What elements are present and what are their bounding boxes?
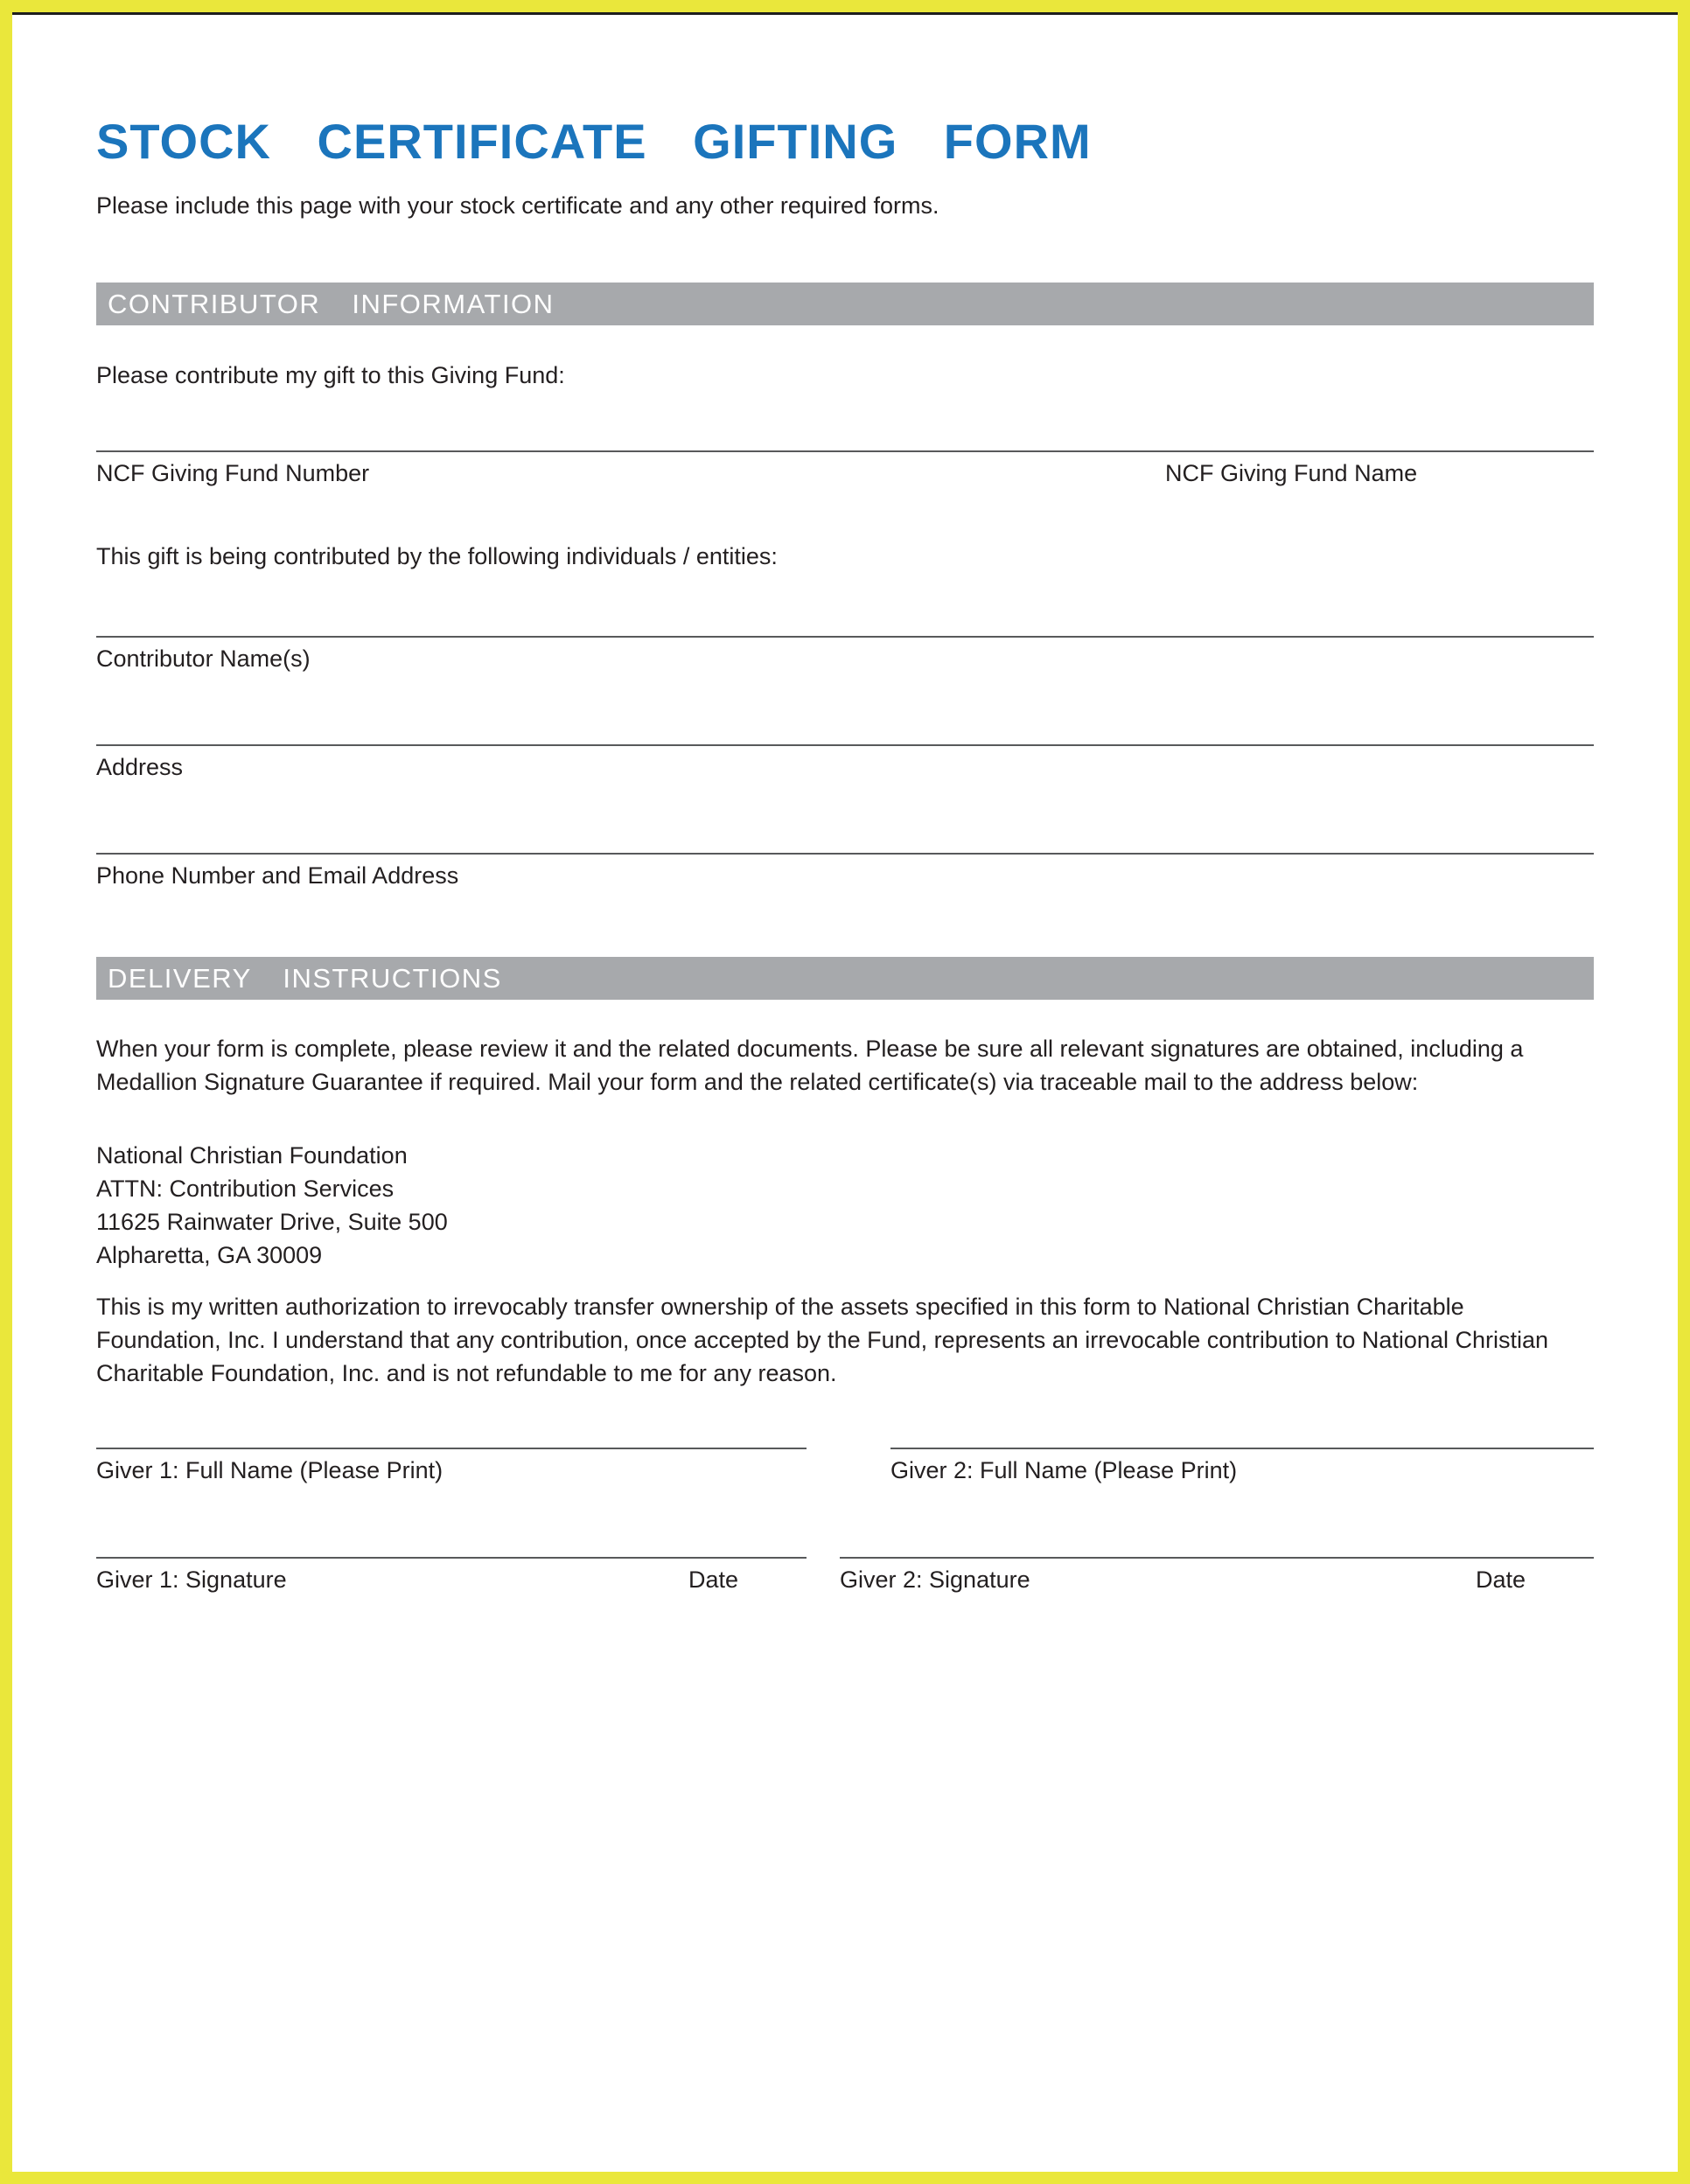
giving-fund-intro: Please contribute my gift to this Giving Fund: xyxy=(96,362,565,388)
page-title: STOCK CERTIFICATE GIFTING FORM xyxy=(96,114,1092,169)
address-label: Address xyxy=(96,754,184,780)
fund-name-label: NCF Giving Fund Name xyxy=(1165,460,1418,486)
mailing-address xyxy=(96,1139,1594,1272)
signature-row xyxy=(96,1557,1594,1594)
phone-email-label: Phone Number and Email Address xyxy=(96,862,459,889)
authorization-text: This is my written authorization to irrevocably transfer ownership of the assets specified in this form to National Christian Charitable Foundation, Inc. I understand that any contribution, once accepted by the Fund, represents an irrevocable contribution to National Christian Charitable Foundation, Inc. and is not refundable to me for any reason. xyxy=(96,1294,1548,1386)
contributed-by-intro: This gift is being contributed by the following individuals / entities: xyxy=(96,543,778,569)
giver2-fullname-field-line[interactable] xyxy=(890,1448,1594,1449)
phone-email-field xyxy=(96,853,1594,890)
giver1-signature-label: Giver 1: Signature xyxy=(96,1566,287,1593)
giver2-fullname-label: Giver 2: Full Name (Please Print) xyxy=(890,1457,1238,1483)
contributor-section-title: CONTRIBUTOR INFORMATION xyxy=(108,289,555,319)
contributor-names-field xyxy=(96,636,1594,673)
giver2-fullname-field xyxy=(890,1448,1594,1484)
address-field xyxy=(96,744,1594,781)
mailing-address-line: Alpharetta, GA 30009 xyxy=(96,1242,323,1268)
delivery-section-title: DELIVERY INSTRUCTIONS xyxy=(108,963,502,994)
mailing-address-line: 11625 Rainwater Drive, Suite 500 xyxy=(96,1209,448,1235)
giver1-date-label: Date xyxy=(688,1566,738,1593)
giver2-date-label: Date xyxy=(1475,1566,1526,1593)
giver1-fullname-field-line[interactable] xyxy=(96,1448,807,1449)
fullname-row xyxy=(96,1448,1594,1484)
giver2-signature-field xyxy=(840,1557,1594,1594)
page-subtitle: Please include this page with your stock certificate and any other required forms. xyxy=(96,192,939,219)
giving-fund-field-line[interactable] xyxy=(96,450,1594,452)
fund-number-label: NCF Giving Fund Number xyxy=(96,460,370,486)
giver2-signature-label: Giver 2: Signature xyxy=(840,1566,1030,1593)
delivery-section-header xyxy=(96,957,1594,1000)
mailing-address-line: ATTN: Contribution Services xyxy=(96,1176,395,1202)
phone-email-field-line[interactable] xyxy=(96,853,1594,855)
contributor-section-header xyxy=(96,283,1594,325)
form-page xyxy=(12,12,1678,2172)
address-field-line[interactable] xyxy=(96,744,1594,746)
delivery-instructions-text: When your form is complete, please review it and the related documents. Please be sure all relevant signatures are obtained, including a Medallion Signature Guarantee if required. Mail your form and the related certificate(s) via traceable mail to the address below: xyxy=(96,1036,1524,1095)
giving-fund-field xyxy=(96,450,1594,487)
contributor-names-label: Contributor Name(s) xyxy=(96,645,311,672)
giver1-signature-field xyxy=(96,1557,807,1594)
giver1-fullname-label: Giver 1: Full Name (Please Print) xyxy=(96,1457,443,1483)
mailing-address-line: National Christian Foundation xyxy=(96,1142,408,1169)
contributor-names-field-line[interactable] xyxy=(96,636,1594,638)
giver1-signature-field-line[interactable] xyxy=(96,1557,807,1559)
giver1-fullname-field xyxy=(96,1448,807,1484)
giver2-signature-field-line[interactable] xyxy=(840,1557,1594,1559)
